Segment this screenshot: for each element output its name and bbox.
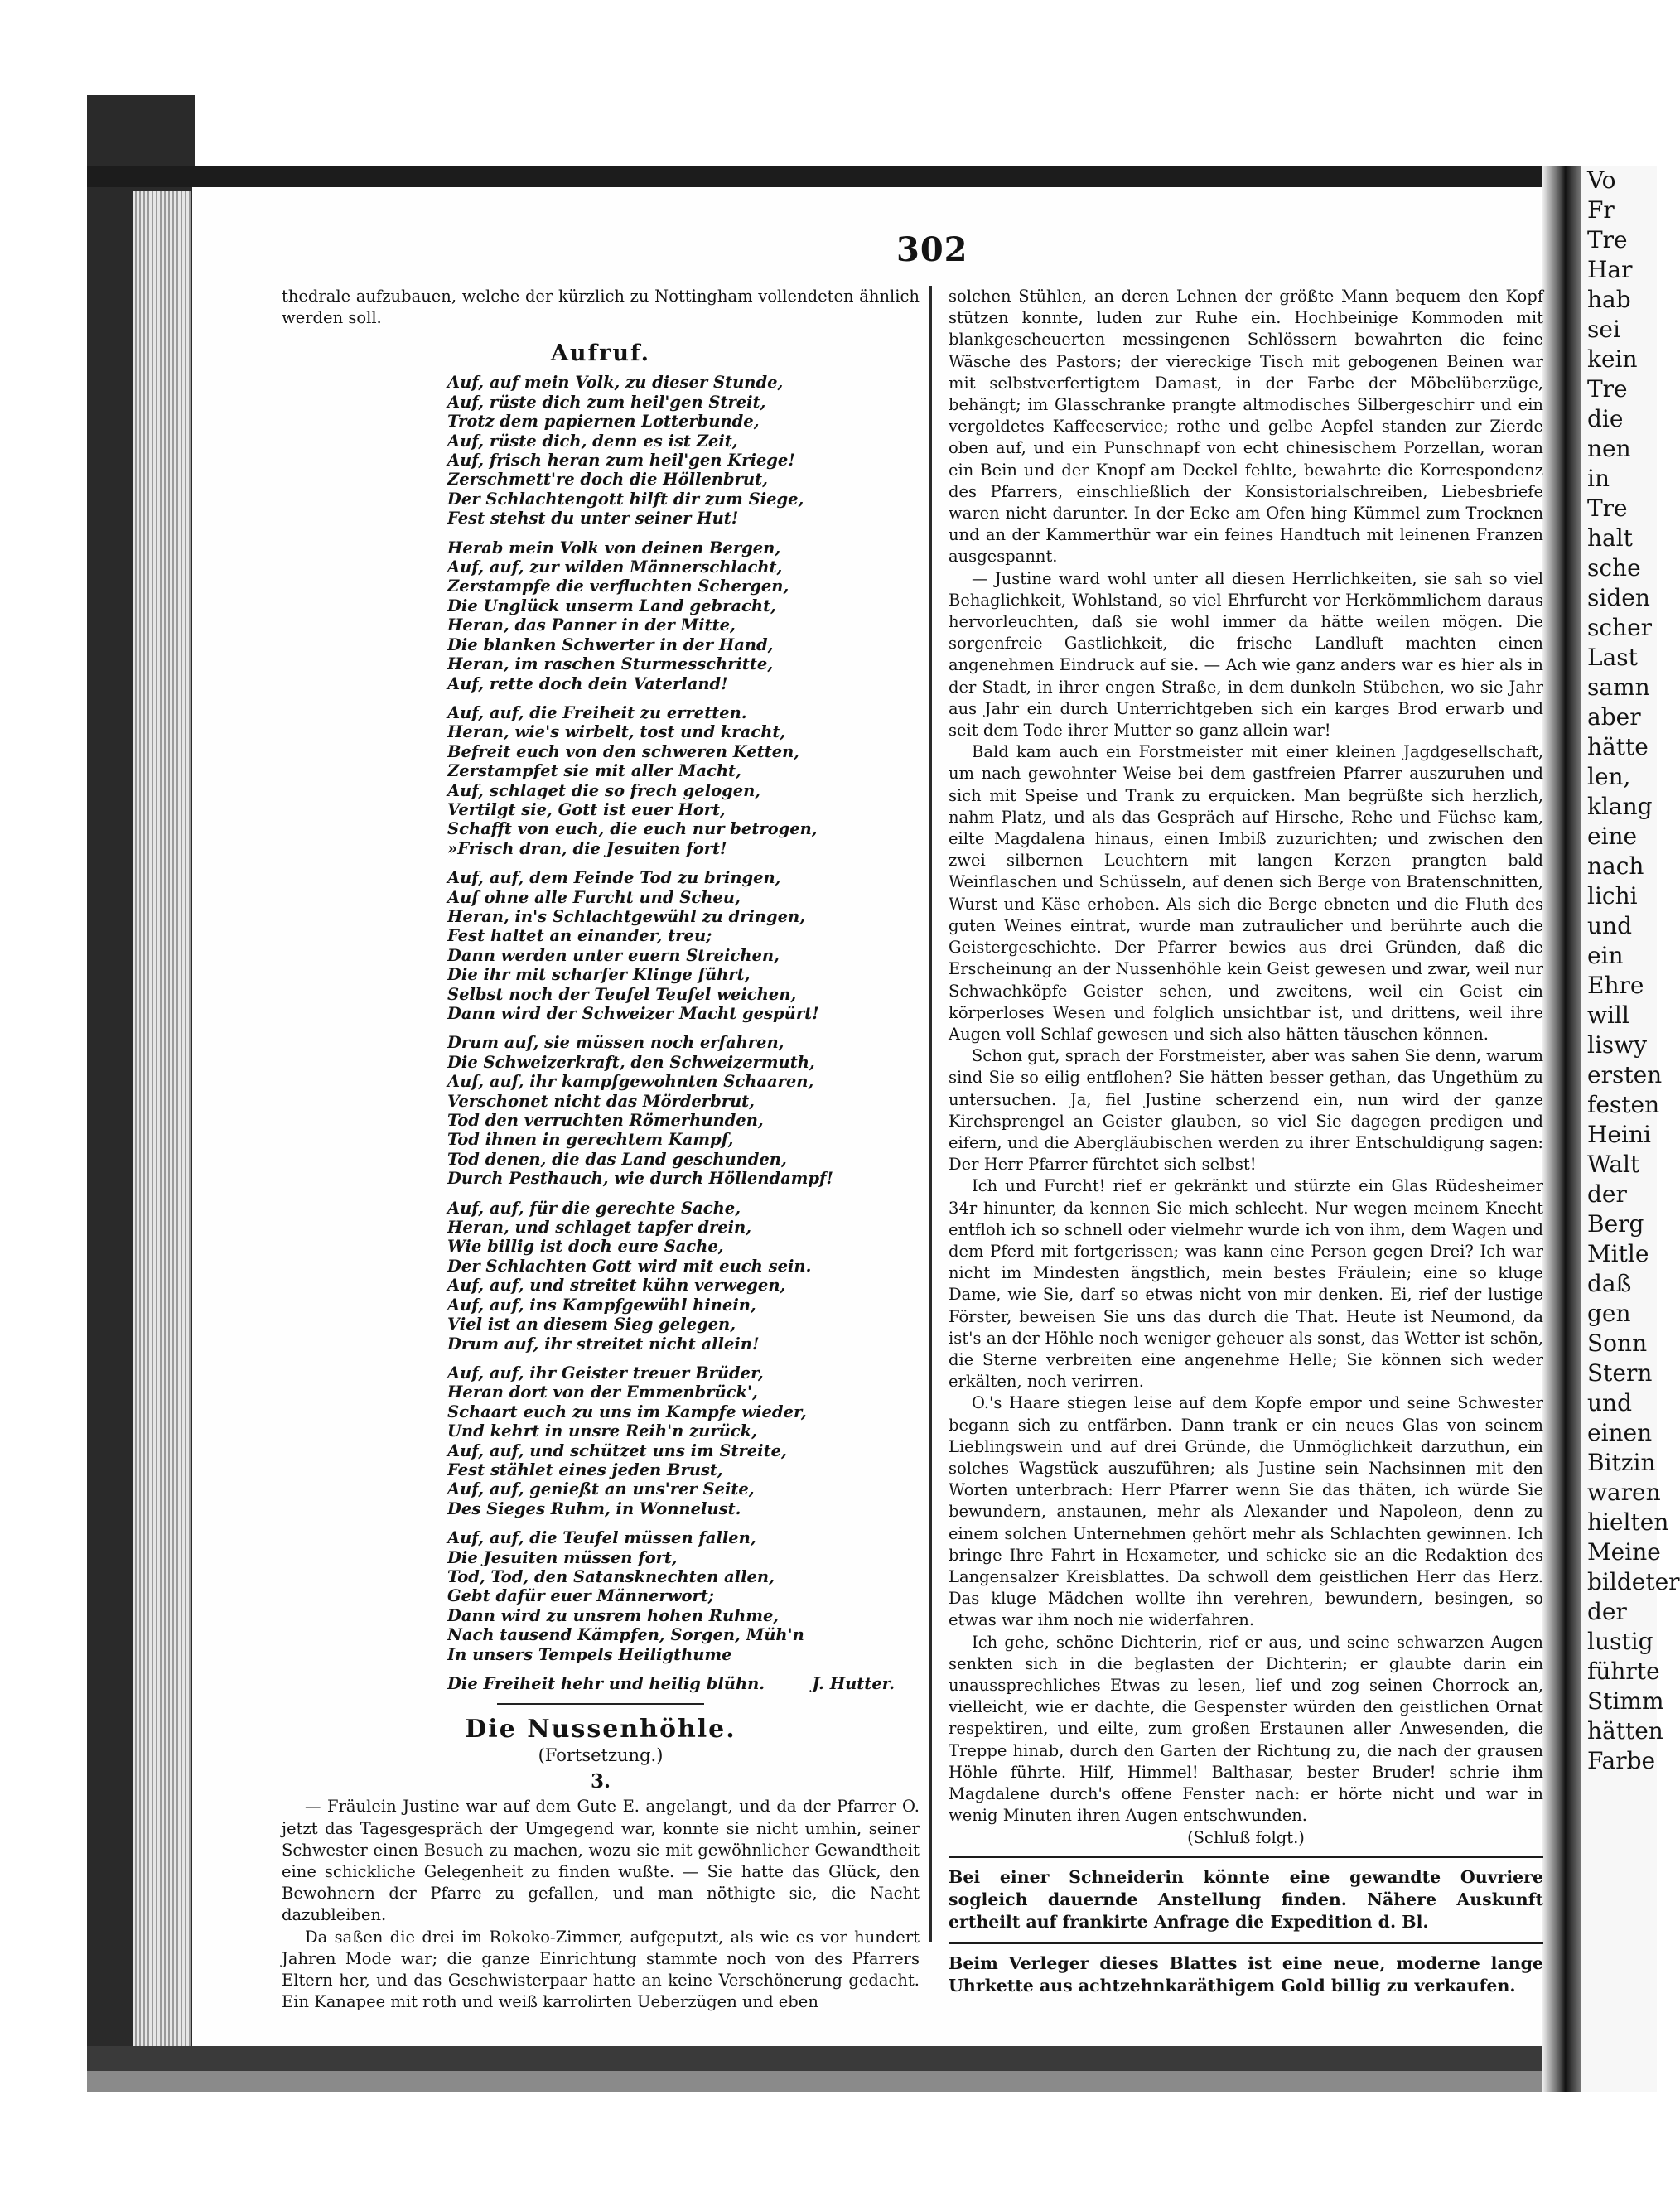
poem-line: Verschonet nicht das Mörderbrut, bbox=[447, 1091, 755, 1111]
next-page-text-fragment: kein bbox=[1587, 345, 1638, 373]
next-page-text-fragment: Tre bbox=[1587, 226, 1628, 253]
next-page-text-fragment: liswy bbox=[1587, 1031, 1648, 1059]
poem-line: Auf, auf, für die gerechte Sache, bbox=[447, 1198, 741, 1218]
next-page-text-fragment: lichi bbox=[1587, 882, 1638, 910]
column-rule bbox=[929, 286, 932, 1942]
next-page-text-fragment: Tre bbox=[1587, 495, 1628, 522]
poem-line: »Frisch dran, die Jesuiten fort! bbox=[447, 838, 727, 858]
next-page-text-fragment: einen bbox=[1587, 1419, 1653, 1446]
article-subtitle: (Fortsetzung.) bbox=[538, 1745, 664, 1766]
poem-line: Selbst noch der Teufel Teufel weichen, bbox=[447, 984, 797, 1004]
poem-stanza bbox=[447, 703, 920, 858]
next-page-text-fragment: samn bbox=[1587, 673, 1650, 701]
story-paragraph: O.'s Haare stiegen leise auf dem Kopfe empor und seine Schwester begann sich zu entfärben. Dann trank er ein neues Glas von seinem Lieblingswein und auf drei Gründe, die Unmöglichkeit darzuthun, ein solches Wagstück auszuführen; als Justine sein Nachsinnen mit den Worten unterbrach: Herr Pfarrer wenn Sie das thäten, ich würde Sie bewundern, anstaunen, mehr als Alexander und Napoleon, denn zu einem solchen Unternehmen gehört mehr als Schlachten gewinnen. Ich bringe Ihre Fahrt in Hexameter, und schicke sie an die Redaktion des Langensalzer Kreisblattes. Da schwoll dem geistlichen Herr das Herz. Das kluge Mädchen wollte ihn verehren, bewundern, besingen, so etwas war ihm noch nie widerfahren. bbox=[949, 1393, 1543, 1630]
poem-line: Zerstampfet sie mit aller Macht, bbox=[447, 761, 741, 781]
poem-line: Die blanken Schwerter in der Hand, bbox=[447, 635, 774, 654]
next-page-text-fragment: Bitzin bbox=[1587, 1449, 1656, 1476]
next-page-text-fragment: Har bbox=[1587, 256, 1633, 283]
next-page-text-fragment: die bbox=[1587, 405, 1624, 432]
poem-line: Schaart euch zu uns im Kampfe wieder, bbox=[447, 1402, 807, 1421]
next-page-text-fragment: Last bbox=[1587, 644, 1638, 671]
story-paragraph: Bald kam auch ein Forstmeister mit einer kleinen Jagdgesellschaft, um nach gewohnter Weise bei dem gastfreien Pfarrer auszuruhen und sich mit Speise und Trank zu erquicken. Man begrüßte sich herzlich, nahm Platz, und als das Gespräch auf Hirsche, Rehe und Füchse kam, eilte Magdalena hinaus, einen Imbiß zuzurichten; und zwischen den zwei silbernen Leuchtern mit langen Kerzen prangten bald Weinflaschen und Schüsseln, auf denen sich Berge von Bratenschnitten, Wurst und Käse erhoben. Als sich die Berge ebneten und die Fluth des guten Weines eintrat, wurde man zutraulicher und berührte auch die Geistergeschichte. Der Pfarrer bewies aus drei Gründen, daß die Erscheinung an der Nussenhöhle kein Geist gewesen und zwar, weil nur Schwachköpfe Geister sehen, und zweitens, weil ein Geist ein körperloses Wesen und folglich unsichtbar ist, und drittens, weil ihre Augen voll Schlaf gewesen und sich also hätten täuschen können. bbox=[949, 742, 1543, 1044]
poem-line: Fest stehst du unter seiner Hut! bbox=[447, 509, 739, 528]
poem-line: Trotz dem papiernen Lotterbunde, bbox=[447, 412, 760, 432]
next-page-text-fragment: ein bbox=[1587, 942, 1624, 969]
poem-line: Die Schweizerkraft, den Schweizermuth, bbox=[447, 1052, 815, 1072]
poem-line: Der Schlachten Gott wird mit euch sein. bbox=[447, 1256, 812, 1276]
story-paragraph: Schon gut, sprach der Forstmeister, aber was sahen Sie denn, warum sind Sie so eilig entflohen? Sie hätten besser gethan, das Ungethüm zu untersuchen. Ja, fiel Justine scherzend ein, nun wird der ganze Kirchsprengel an Geister glauben, so viel Sie dagegen predigen und eifern, und die Abergläubischen werden zu ihrer Entschuldigung sagen: Der Herr Pfarrer fürchtet sich selbst! bbox=[949, 1046, 1543, 1175]
poem-line: Zerschmett're doch die Höllenbrut, bbox=[447, 470, 768, 490]
next-page-text-fragment: Fr bbox=[1587, 196, 1615, 224]
scan-shadow-bottom bbox=[87, 2046, 1591, 2071]
poem-line: Tod den verruchten Römerhunden, bbox=[447, 1111, 764, 1131]
poem-line: Auf, auf, und schützet uns im Streite, bbox=[447, 1441, 787, 1460]
poem-line: Durch Pesthauch, wie durch Höllendampf! bbox=[447, 1169, 833, 1189]
scan-shadow-bottom-gray bbox=[87, 2071, 1591, 2092]
next-page-text-fragment: halt bbox=[1587, 524, 1633, 552]
ad-divider bbox=[949, 1856, 1543, 1858]
poem-line: Auf, auf, genießt an uns'rer Seite, bbox=[447, 1479, 755, 1499]
continuation-note: (Schluß folgt.) bbox=[1187, 1828, 1305, 1848]
poem-line: Heran, im raschen Sturmesschritte, bbox=[447, 654, 774, 674]
next-page-fragment bbox=[1581, 166, 1680, 2092]
poem-stanza bbox=[447, 1363, 920, 1518]
next-page-text-fragment: und bbox=[1587, 1389, 1632, 1416]
poem-line: Auf, auf, ihr Geister treuer Brüder, bbox=[447, 1363, 764, 1383]
next-page-text-fragment: Stern bbox=[1587, 1359, 1653, 1387]
poem-line: Tod ihnen in gerechtem Kampf, bbox=[447, 1130, 734, 1150]
poem-line: Tod, Tod, den Satansknechten allen, bbox=[447, 1566, 775, 1586]
next-page-text-fragment: aber bbox=[1587, 703, 1641, 731]
next-page-text-fragment: der bbox=[1587, 1598, 1627, 1625]
poem-line: Auf, rüste dich zum heil'gen Streit, bbox=[447, 392, 766, 412]
poem-line: Gebt dafür euer Männerwort; bbox=[447, 1586, 714, 1606]
story-paragraph: Ich und Furcht! rief er gekränkt und stürzte ein Glas Rüdesheimer 34r hinunter, da kennen Sie mich schlecht. Nur wegen meinem Knecht entfloh ich so schnell oder vielmehr wurde ich von ihm, dem Wagen und dem Pferd mit fortgerissen; was kann eine Person gegen Drei? Ich war nicht im Mindesten ängstlich, mein bestes Fräulein; eine so kluge Dame, wie Sie, darf so etwas nicht von mir denken. Ei, rief der lustige Förster, beweisen Sie uns das durch die That. Heute ist Neumond, da ist's an der Höhle noch weniger geheuer als sonst, das Wetter ist schön, die Sterne verbreiten eine angenehme Helle; Sie können sich weder erkälten, noch verirren. bbox=[949, 1176, 1543, 1392]
poem-line: Heran, das Panner in der Mitte, bbox=[447, 615, 736, 635]
poem-signature-line bbox=[447, 1674, 895, 1693]
poem-line: Befreit euch von den schweren Ketten, bbox=[447, 741, 800, 761]
scan-shadow-top bbox=[87, 166, 1591, 187]
next-page-text-fragment: Ehre bbox=[1587, 972, 1644, 999]
poem-title: Aufruf. bbox=[550, 340, 651, 367]
poem-line: Dann wird der Schweizer Macht gespürt! bbox=[447, 1004, 819, 1023]
next-page-text-fragment: len, bbox=[1587, 763, 1631, 790]
next-page-text-fragment: waren bbox=[1587, 1479, 1661, 1506]
poem-line: Tod denen, die das Land geschunden, bbox=[447, 1149, 787, 1169]
right-column bbox=[949, 286, 1543, 1997]
next-page-text-fragment: nen bbox=[1587, 435, 1631, 462]
poem-line: Fest haltet an einander, treu; bbox=[447, 926, 712, 946]
next-page-text-fragment: Meine bbox=[1587, 1538, 1661, 1566]
poem-stanza bbox=[447, 538, 920, 693]
poem-line: Auf, auf, und streitet kühn verwegen, bbox=[447, 1276, 786, 1296]
next-page-text-fragment: Sonn bbox=[1587, 1330, 1648, 1357]
next-page-text-fragment: Mitle bbox=[1587, 1240, 1649, 1267]
poem-line: Die Jesuiten müssen fort, bbox=[447, 1547, 678, 1567]
poem-line: Fest stählet eines jeden Brust, bbox=[447, 1460, 723, 1479]
next-page-text-fragment: ersten bbox=[1587, 1061, 1663, 1088]
poem-line: Drum auf, ihr streitet nicht allein! bbox=[447, 1334, 760, 1354]
next-page-text-fragment: führte bbox=[1587, 1658, 1660, 1685]
poem-author: J. Hutter. bbox=[812, 1674, 895, 1693]
next-page-text-fragment: hielten bbox=[1587, 1508, 1669, 1536]
story-paragraph: solchen Stühlen, an deren Lehnen der größte Mann bequem den Kopf stützen konnte, luden zur Ruhe ein. Hochbeinige Kommoden mit blankgescheuerten messingenen Schlössern bewahrten die feine Wäsche des Pastors; der viereckige Tisch mit gebogenen Beinen war mit selbstverfertigtem Damast, in der Farbe der Möbelüberzüge, behängt; im Glasschranke prangte altmodisches Silbergeschirr und ein vergoldetes Kaffeeservice; rothe und gelbe Aepfel standen zur Zierde oben auf, und ein Punschnapf von echt chinesischem Porzellan, woran ein Bein und der Knopf am Deckel fehlte, bewahrte die Korrespondenz des Pfarrers, einschließlich der Konsistorialschreiben, Liebesbriefe waren nicht darunter. In der Ecke am Ofen hing Kümmel zum Trocknen und an der Kammerthür war ein feines Handtuch mit leinenen Franzen ausgespannt. bbox=[949, 287, 1543, 567]
poem-line: Auf, rüste dich, denn es ist Zeit, bbox=[447, 431, 738, 451]
poem-line: Auf, schlaget die so frech gelogen, bbox=[447, 780, 761, 800]
next-page-text-fragment: Vo bbox=[1587, 166, 1616, 194]
chapter-number: 3. bbox=[590, 1770, 611, 1793]
poem-line: Zerstampfe die verfluchten Schergen, bbox=[447, 577, 789, 596]
poem-last-line: Die Freiheit hehr und heilig blühn. bbox=[447, 1674, 765, 1693]
next-page-text-fragment: lustig bbox=[1587, 1628, 1653, 1655]
poem-line: Drum auf, sie müssen noch erfahren, bbox=[447, 1033, 784, 1053]
section-divider bbox=[497, 1703, 704, 1705]
next-page-text-fragment: Farbe bbox=[1587, 1747, 1656, 1774]
article-title: Die Nussenhöhle. bbox=[465, 1715, 736, 1745]
next-page-text-fragment: bildeter bbox=[1587, 1568, 1680, 1595]
poem-line: Heran, in's Schlachtgewühl zu dringen, bbox=[447, 906, 805, 926]
poem-line: Auf, auf, ins Kampfgewühl hinein, bbox=[447, 1295, 756, 1315]
poem-line: Dann wird zu unsrem hohen Ruhme, bbox=[447, 1605, 780, 1625]
next-page-text-fragment: Walt bbox=[1587, 1151, 1640, 1178]
next-page-text-fragment: daß bbox=[1587, 1270, 1632, 1297]
poem-line: Auf, rette doch dein Vaterland! bbox=[447, 673, 728, 693]
next-page-text-fragment: sei bbox=[1587, 316, 1620, 343]
next-page-text-fragment: hätte bbox=[1587, 733, 1649, 760]
page-stack-edge bbox=[133, 191, 191, 2046]
continuation-text: thedrale aufzubauen, welche der kürzlich zu Nottingham vollendeten ähnlich werden soll. bbox=[282, 287, 920, 328]
next-page-text-fragment: klang bbox=[1587, 793, 1653, 820]
next-page-text-fragment: in bbox=[1587, 465, 1610, 492]
next-page-text-fragment: hab bbox=[1587, 286, 1631, 313]
next-page-text-fragment: Tre bbox=[1587, 375, 1628, 403]
poem-line: In unsers Tempels Heiligthume bbox=[447, 1644, 732, 1664]
book-gutter bbox=[1542, 166, 1581, 2092]
poem-stanzas bbox=[282, 373, 920, 1664]
page-number: 302 bbox=[896, 230, 968, 269]
poem-stanza bbox=[447, 1033, 920, 1188]
poem-line: Die Unglück unserm Land gebracht, bbox=[447, 596, 776, 615]
next-page-text-fragment: siden bbox=[1587, 584, 1650, 611]
next-page-text-fragment: Heini bbox=[1587, 1121, 1651, 1148]
classified-ad: Bei einer Schneiderin könnte eine gewandte Ouvriere sogleich dauernde Anstellung finden. Nähere Auskunft ertheilt auf frankirte Anfrage die Expedition d. Bl. bbox=[949, 1867, 1543, 1933]
poem-line: Auf, auf, die Freiheit zu erretten. bbox=[447, 702, 747, 722]
poem-line: Heran, wie's wirbelt, tost und kracht, bbox=[447, 722, 786, 742]
next-page-text-fragment: gen bbox=[1587, 1300, 1631, 1327]
poem-line: Auf, auf, zur wilden Männerschlacht, bbox=[447, 557, 783, 577]
poem-line: Auf, auf, dem Feinde Tod zu bringen, bbox=[447, 868, 781, 888]
poem-stanza bbox=[447, 1199, 920, 1354]
poem-line: Dann werden unter euern Streichen, bbox=[447, 945, 780, 965]
poem-line: Viel ist an diesem Sieg gelegen, bbox=[447, 1315, 736, 1334]
poem-line: Des Sieges Ruhm, in Wonnelust. bbox=[447, 1498, 741, 1518]
poem-line: Nach tausend Kämpfen, Sorgen, Müh'n bbox=[447, 1625, 804, 1645]
next-page-text-fragment: festen bbox=[1587, 1091, 1660, 1118]
poem-line: Auf ohne alle Furcht und Scheu, bbox=[447, 887, 741, 907]
next-page-text-fragment: scher bbox=[1587, 614, 1653, 641]
poem-line: Herab mein Volk von deinen Bergen, bbox=[447, 538, 781, 557]
story-paragraph: — Justine ward wohl unter all diesen Herrlichkeiten, sie sah so viel Behaglichkeit, Wohlstand, so viel Ehrfurcht vor Herkömmlichem daraus hervorleuchten, daß sie wohl immer da hätte weilen mögen. Die sorgenfreie Gastlichkeit, die frische Landluft machten einen angenehmen Eindruck auf sie. — Ach wie ganz anders war es hier als in der Stadt, in ihrer engen Straße, in dem dunkeln Stübchen, wo sie Jahr aus Jahr ein durch Unterrichtgeben sich ein karges Brod erwarb und seit dem Tode ihrer Mutter so ganz allein war! bbox=[949, 568, 1543, 741]
poem-line: Heran dort von der Emmenbrück', bbox=[447, 1383, 758, 1402]
next-page-text-fragment: will bbox=[1587, 1001, 1629, 1029]
poem-line: Vertilgt sie, Gott ist euer Hort, bbox=[447, 799, 726, 819]
poem-stanza bbox=[447, 1528, 920, 1664]
poem-line: Auf, auf, die Teufel müssen fallen, bbox=[447, 1528, 756, 1548]
next-page-text-fragment: hätten bbox=[1587, 1717, 1663, 1745]
article-paragraph: Da saßen die drei im Rokoko-Zimmer, aufgeputzt, als wie es vor hundert Jahren Mode war; die ganze Einrichtung stammte noch von des Pfarrers Eltern her, und das Geschwisterpaar hatte an keine Verschönerung gedacht. Ein Kanapee mit roth und weiß karrolirten Ueberzügen und eben bbox=[282, 1927, 920, 2012]
poem-line: Der Schlachtengott hilft dir zum Siege, bbox=[447, 489, 804, 509]
left-column bbox=[282, 286, 920, 2013]
next-page-text-fragment: nach bbox=[1587, 852, 1644, 880]
poem-line: Auf, frisch heran zum heil'gen Kriege! bbox=[447, 451, 795, 471]
poem-line: Die ihr mit scharfer Klinge führt, bbox=[447, 965, 751, 985]
poem-line: Heran, und schlaget tapfer drein, bbox=[447, 1218, 752, 1238]
article-paragraph: — Fräulein Justine war auf dem Gute E. angelangt, und da der Pfarrer O. jetzt das Tagesgespräch der Umgegend war, konnte sie nicht umhin, seiner Schwester einen Besuch zu machen, wozu sie mit gewöhnlicher Gewandtheit eine schickliche Gelegenheit zu finden wußte. — Sie hatte das Glück, den Bewohnern der Pfarre zu gefallen, und man nöthigte sie, die Nacht dazubleiben. bbox=[282, 1797, 920, 1925]
next-page-text-fragment: der bbox=[1587, 1180, 1627, 1208]
next-page-text-fragment: und bbox=[1587, 912, 1632, 939]
next-page-text-fragment: Berg bbox=[1587, 1210, 1644, 1238]
story-paragraph: Ich gehe, schöne Dichterin, rief er aus, und seine schwarzen Augen senkten sich in die beglasten der Dichterin; er glaubte darin ein unaussprechliches Etwas zu lesen, lief und zog seinen Chorrock an, vielleicht, wie er dachte, die Gespenster würden den geistlichen Ornat respektiren, und eilte, zum großen Erstaunen aller Anwesenden, die Treppe hinab, durch den Garten der Richtung zu, die nach der grausen Höhle führte. Hilf, Himmel! Balthasar, bester Bruder! schrie ihm Magdalene durch's offene Fenster nach: er hörte nicht und war in wenig Minuten ihren Augen entschwunden. bbox=[949, 1632, 1543, 1826]
next-page-text-fragment: Stimm bbox=[1587, 1687, 1664, 1715]
next-page-text-fragment: sche bbox=[1587, 554, 1641, 582]
poem-line: Und kehrt in unsre Reih'n zurück, bbox=[447, 1421, 757, 1441]
poem-line: Schafft von euch, die euch nur betrogen, bbox=[447, 819, 818, 839]
poem-line: Auf, auf, ihr kampfgewohnten Schaaren, bbox=[447, 1072, 814, 1092]
poem-stanza bbox=[447, 373, 920, 528]
ad-divider bbox=[949, 1942, 1543, 1944]
classified-ad: Beim Verleger dieses Blattes ist eine neue, moderne lange Uhrkette aus achtzehnkaräthigem Gold billig zu verkaufen. bbox=[949, 1953, 1543, 1996]
next-page-text-fragment: eine bbox=[1587, 823, 1638, 850]
poem-line: Wie billig ist doch eure Sache, bbox=[447, 1237, 724, 1257]
poem-line: Auf, auf mein Volk, zu dieser Stunde, bbox=[447, 373, 784, 393]
poem-stanza bbox=[447, 868, 920, 1023]
